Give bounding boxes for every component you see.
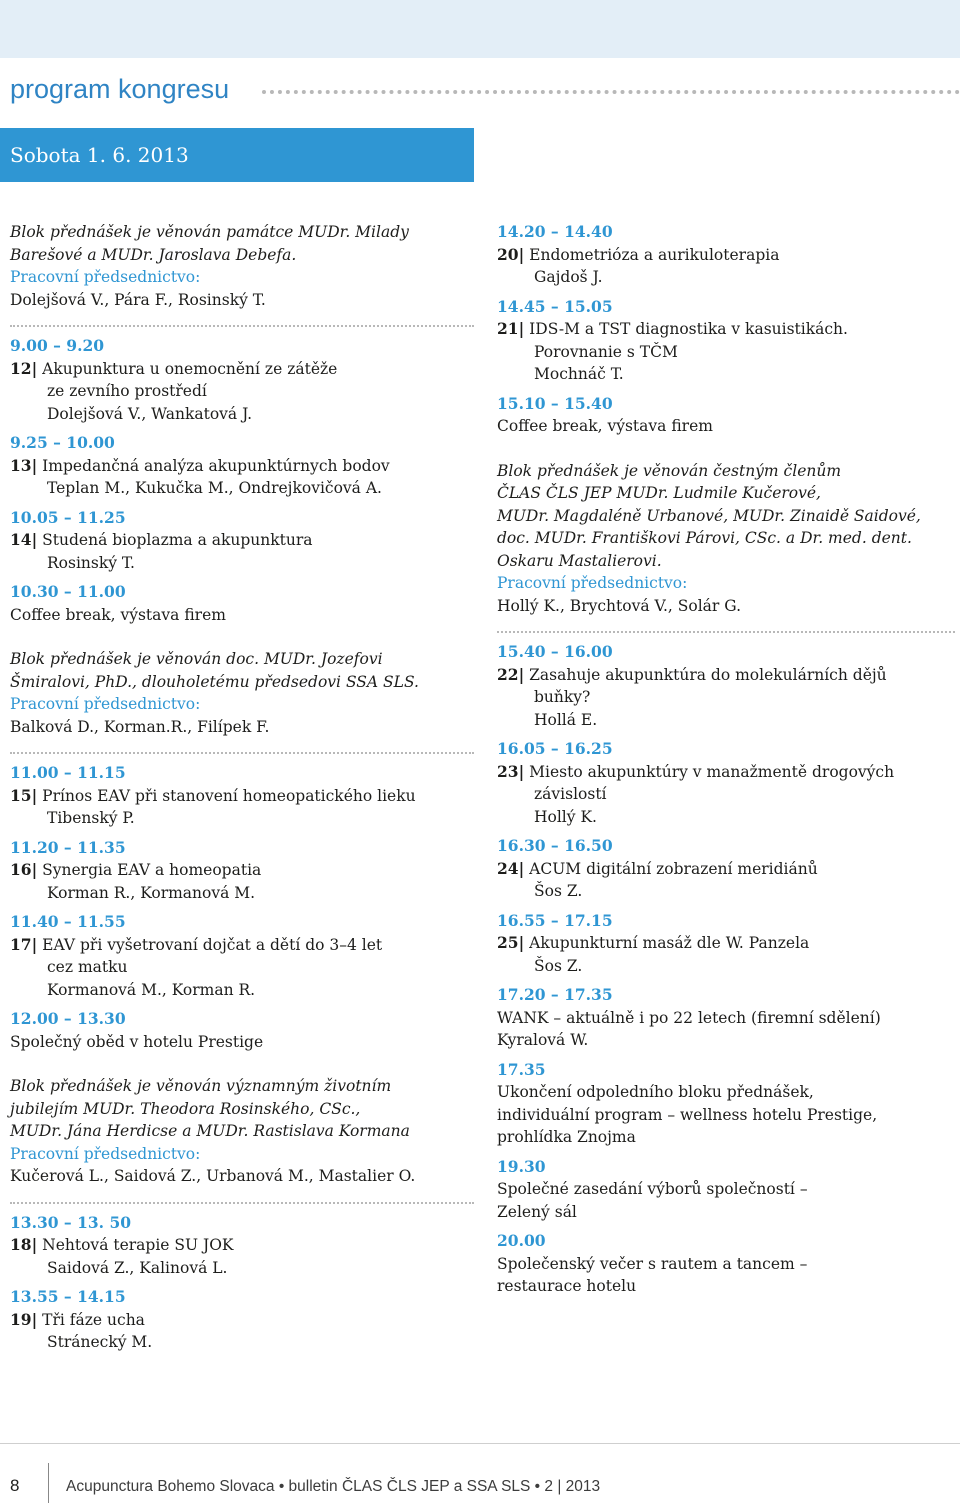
- session-title-cont: závislostí: [534, 785, 607, 803]
- session-title: WANK – aktuálně i po 22 letech (firemní sdělení): [497, 1008, 881, 1027]
- session-title: Akupunkturní masáž dle W. Panzela: [529, 934, 810, 952]
- session-time: 11.20 – 11.35: [10, 837, 126, 857]
- block-title-line: Blok přednášek je věnován doc. MUDr. Jozefovi: [10, 650, 383, 668]
- program-text: prohlídka Znojma: [497, 1128, 636, 1146]
- session-title: Tři fáze ucha: [42, 1310, 145, 1329]
- session-number: 15|: [10, 785, 38, 805]
- chair-label: Pracovní předsednictvo:: [10, 695, 201, 713]
- break-text: Coffee break, výstava firem: [497, 417, 713, 435]
- session-22: [497, 641, 955, 731]
- footer-publication: Acupunctura Bohemo Slovaca • bulletin ČLAS ČLS JEP a SSA SLS • 2 | 2013: [66, 1478, 601, 1495]
- block-3: [10, 1075, 474, 1188]
- session-13: [10, 432, 474, 500]
- block-title-line: MUDr. Magdaléně Urbanové, MUDr. Zinaidě Saidové,: [497, 506, 921, 525]
- session-title: Synergia EAV a homeopatia: [42, 861, 262, 879]
- session-time: 16.30 – 16.50: [497, 836, 613, 855]
- session-number: 18|: [10, 1235, 38, 1254]
- footer-rule: [0, 1443, 960, 1444]
- block-title-line: Barešové a MUDr. Jaroslava Debefa.: [10, 245, 297, 264]
- session-number: 19|: [10, 1309, 38, 1329]
- session-authors: Korman R., Kormanová M.: [47, 883, 256, 902]
- block-2: [10, 648, 474, 738]
- session-time: 17.35: [497, 1059, 546, 1079]
- block-title-line: MUDr. Jána Herdicse a MUDr. Rastislava Kormana: [10, 1122, 410, 1140]
- dotted-divider: [10, 1202, 474, 1204]
- date-label: Sobota 1. 6. 2013: [10, 143, 189, 167]
- session-title-cont: cez matku: [47, 958, 128, 976]
- session-title-cont: buňky?: [534, 688, 591, 706]
- session-time: 15.10 – 15.40: [497, 393, 613, 413]
- session-15: [10, 762, 474, 830]
- session-authors: Tibenský P.: [47, 809, 135, 827]
- session-20: [497, 221, 955, 289]
- session-title: EAV při vyšetrovaní dojčat a dětí do 3–4 let: [42, 935, 383, 954]
- session-authors: Hollý K.: [534, 807, 597, 826]
- page-number: 8: [10, 1476, 20, 1495]
- dotted-divider: [10, 325, 474, 327]
- session-authors: Šos Z.: [534, 956, 583, 975]
- top-band: [0, 0, 960, 58]
- chairs: Balková D., Korman.R., Filípek F.: [10, 717, 270, 736]
- session-time: 13.55 – 14.15: [10, 1287, 126, 1306]
- session-time: 9.25 – 10.00: [10, 433, 115, 452]
- session-time: 20.00: [497, 1231, 546, 1250]
- session-time: 14.45 – 15.05: [497, 296, 613, 316]
- block-title-line: Blok přednášek je věnován významným životním: [10, 1077, 392, 1095]
- session-16: [10, 837, 474, 905]
- block-1: [10, 221, 474, 311]
- session-time: 14.20 – 14.40: [497, 222, 613, 241]
- session-number: 23|: [497, 761, 525, 781]
- session-title: IDS-M a TST diagnostika v kasuistikách.: [529, 320, 848, 338]
- session-number: 12|: [10, 358, 38, 378]
- session-time: 10.30 – 11.00: [10, 582, 126, 601]
- session-time: 16.05 – 16.25: [497, 739, 613, 758]
- block-title-line: Blok přednášek je věnován památce MUDr. Milady: [10, 223, 409, 241]
- session-authors: Mochnáč T.: [534, 365, 624, 383]
- left-column: [10, 221, 474, 1354]
- social-evening: [497, 1230, 955, 1298]
- session-authors: Dolejšová V., Wankatová J.: [47, 404, 253, 423]
- session-authors: Saidová Z., Kalinová L.: [47, 1258, 228, 1277]
- session-time: 11.40 – 11.55: [10, 912, 126, 931]
- footer-separator: [48, 1463, 49, 1503]
- session-24: [497, 835, 955, 903]
- session-14: [10, 507, 474, 575]
- block-title-line: Šmiralovi, PhD., dlouholetému předsedovi SSA SLS.: [10, 672, 419, 691]
- session-title: Endometrióza a aurikuloterapia: [529, 245, 780, 264]
- session-number: 25|: [497, 933, 525, 952]
- chair-label: Pracovní předsednictvo:: [10, 268, 201, 286]
- wank-talk: [497, 984, 955, 1052]
- chair-label: Pracovní předsednictvo:: [497, 574, 688, 592]
- session-time: 11.00 – 11.15: [10, 763, 126, 782]
- coffee-break-2: [497, 393, 955, 438]
- date-banner: [0, 128, 474, 182]
- coffee-break-1: [10, 581, 474, 626]
- block-title-line: Oskaru Mastalierovi.: [497, 551, 662, 570]
- program-text: Společenský večer s rautem a tancem –: [497, 1254, 808, 1273]
- session-number: 14|: [10, 530, 38, 549]
- dotted-divider: [10, 752, 474, 754]
- session-17: [10, 911, 474, 1001]
- program-text: Zelený sál: [497, 1202, 577, 1221]
- lunch: [10, 1008, 474, 1053]
- session-number: 24|: [497, 858, 525, 878]
- dotted-divider: [497, 631, 955, 633]
- session-authors: Hollá E.: [534, 710, 598, 729]
- session-number: 20|: [497, 244, 525, 264]
- session-time: 17.20 – 17.35: [497, 985, 613, 1004]
- session-title: Studená bioplazma a akupunktura: [42, 531, 313, 549]
- committee-meeting: [497, 1156, 955, 1224]
- session-number: 17|: [10, 934, 38, 954]
- session-number: 21|: [497, 319, 525, 338]
- session-number: 13|: [10, 455, 38, 475]
- session-number: 22|: [497, 664, 525, 684]
- session-21: [497, 296, 955, 386]
- block-title-line: ČLAS ČLS JEP MUDr. Ludmile Kučerové,: [497, 484, 821, 502]
- session-12: [10, 335, 474, 425]
- session-time: 9.00 – 9.20: [10, 336, 105, 355]
- session-authors: Gajdoš J.: [534, 268, 603, 286]
- session-title: Impedančná analýza akupunktúrnych bodov: [42, 456, 390, 475]
- session-number: 16|: [10, 860, 38, 879]
- session-title: Miesto akupunktúry v manažmentě drogových: [529, 762, 895, 781]
- session-title: ACUM digitální zobrazení meridiánů: [529, 859, 818, 878]
- program-text: Společné zasedání výborů společností –: [497, 1180, 808, 1198]
- session-time: 13.30 – 13. 50: [10, 1212, 132, 1232]
- session-19: [10, 1286, 474, 1354]
- session-time: 16.55 – 17.15: [497, 910, 613, 930]
- right-column: [497, 221, 955, 1298]
- chairs: Dolejšová V., Pára F., Rosinský T.: [10, 290, 266, 309]
- program-text: individuální program – wellness hotelu Prestige,: [497, 1105, 878, 1124]
- block-title-line: jubilejím MUDr. Theodora Rosinského, CSc.,: [10, 1099, 361, 1118]
- session-authors: Kyralová W.: [497, 1031, 589, 1049]
- block-4: [497, 460, 955, 618]
- session-title: Akupunktura u onemocnění ze zátěže: [42, 359, 338, 378]
- program-text: restaurace hotelu: [497, 1277, 637, 1295]
- break-text: Coffee break, výstava firem: [10, 605, 226, 624]
- session-authors: Šos Z.: [534, 882, 583, 900]
- session-authors: Stránecký M.: [47, 1333, 153, 1351]
- session-time: 12.00 – 13.30: [10, 1009, 126, 1028]
- session-time: 15.40 – 16.00: [497, 642, 613, 661]
- session-23: [497, 738, 955, 828]
- session-authors: Teplan M., Kukučka M., Ondrejkovičová A.: [47, 479, 382, 497]
- session-time: 19.30: [497, 1156, 546, 1176]
- session-title: Prínos EAV při stanovení homeopatického lieku: [42, 786, 416, 805]
- chairs: Hollý K., Brychtová V., Solár G.: [497, 596, 742, 615]
- chair-label: Pracovní předsednictvo:: [10, 1144, 201, 1163]
- session-authors: Kormanová M., Korman R.: [47, 980, 256, 999]
- session-title: Nehtová terapie SU JOK: [42, 1236, 234, 1254]
- closing: [497, 1059, 955, 1149]
- session-title-cont: ze zevního prostředí: [47, 382, 207, 400]
- session-time: 10.05 – 11.25: [10, 507, 126, 527]
- break-text: Společný oběd v hotelu Prestige: [10, 1032, 264, 1051]
- block-title-line: doc. MUDr. Františkovi Párovi, CSc. a Dr. med. dent.: [497, 529, 912, 547]
- session-authors: Rosinský T.: [47, 553, 135, 572]
- program-text: Ukončení odpoledního bloku přednášek,: [497, 1083, 814, 1101]
- session-18: [10, 1212, 474, 1280]
- block-title-line: Blok přednášek je věnován čestným členům: [497, 461, 842, 480]
- heading-dotted-rule: [262, 90, 960, 94]
- chairs: Kučerová L., Saidová Z., Urbanová M., Mastalier O.: [10, 1167, 416, 1185]
- session-25: [497, 910, 955, 978]
- session-title: Zasahuje akupunktúra do molekulárních dějů: [529, 665, 887, 684]
- page-title: program kongresu: [10, 74, 230, 104]
- session-title-cont: Porovnanie s TČM: [534, 342, 678, 361]
